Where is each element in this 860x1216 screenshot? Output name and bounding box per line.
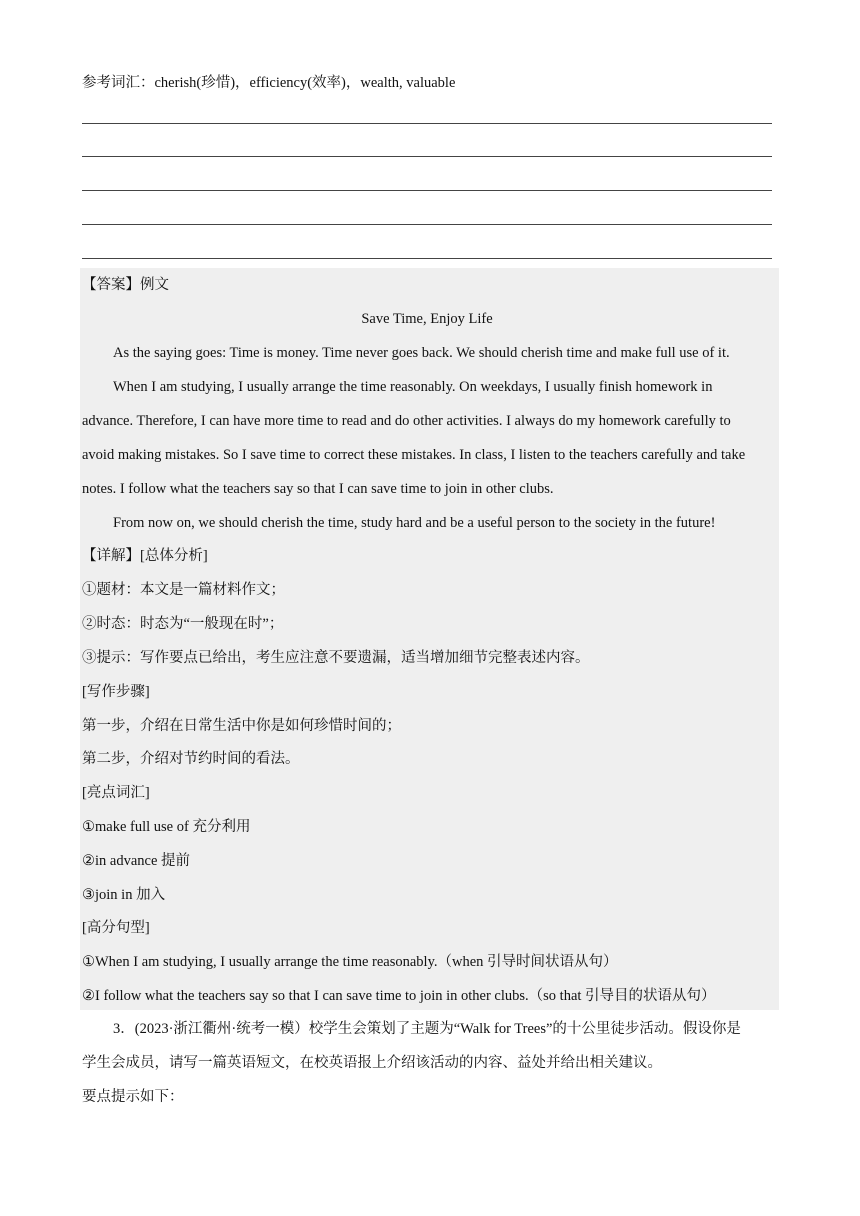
high-score-sentences-heading: [高分句型] <box>82 920 150 936</box>
analysis-item-1: ①题材：本文是一篇材料作文； <box>82 582 285 598</box>
analysis-item-3: ③提示：写作要点已给出，考生应注意不要遗漏，适当增加细节完整表述内容。 <box>82 650 590 666</box>
analysis-item-2: ②时态：时态为“一般现在时”； <box>82 616 284 632</box>
writing-step-1: 第一步，介绍在日常生活中你是如何珍惜时间的； <box>82 718 401 734</box>
highlight-vocab-2: ②in advance 提前 <box>82 853 191 869</box>
essay-paragraph-2-line-1: When I am studying, I usually arrange the time reasonably. On weekdays, I usually finish homework in <box>113 379 713 395</box>
question-3-line-2: 学生会成员，请写一篇英语短文，在校英语报上介绍该活动的内容、益处并给出相关建议。 <box>82 1055 662 1071</box>
writing-line-2 <box>82 156 772 157</box>
highlight-vocab-heading: [亮点词汇] <box>82 785 150 801</box>
writing-line-1 <box>82 123 772 124</box>
essay-title: Save Time, Enjoy Life <box>361 311 493 327</box>
essay-paragraph-3: From now on, we should cherish the time, study hard and be a useful person to the society in the future! <box>113 515 716 531</box>
highlight-vocab-1: ①make full use of 充分利用 <box>82 819 251 835</box>
writing-step-2: 第二步，介绍对节约时间的看法。 <box>82 751 300 767</box>
essay-paragraph-2-line-4: notes. I follow what the teachers say so that I can save time to join in other clubs. <box>82 481 554 497</box>
question-3-line-3: 要点提示如下： <box>82 1089 184 1105</box>
detail-heading: 【详解】[总体分析] <box>82 548 208 564</box>
writing-line-4 <box>82 224 772 225</box>
high-score-sentence-2: ②I follow what the teachers say so that I can save time to join in other clubs.（so that 引导目的状语从句） <box>82 988 716 1004</box>
high-score-sentence-1: ①When I am studying, I usually arrange the time reasonably.（when 引导时间状语从句） <box>82 954 618 970</box>
reference-vocabulary: 参考词汇：cherish(珍惜)，efficiency(效率)，wealth, valuable <box>82 75 456 91</box>
essay-paragraph-2-line-2: advance. Therefore, I can have more time to read and do other activities. I always do my homework carefully to <box>82 413 731 429</box>
highlight-vocab-3: ③join in 加入 <box>82 887 166 903</box>
answer-label: 【答案】例文 <box>82 277 169 293</box>
writing-line-3 <box>82 190 772 191</box>
essay-paragraph-2-line-3: avoid making mistakes. So I save time to correct these mistakes. In class, I listen to the teachers carefully and take <box>82 447 746 463</box>
essay-paragraph-1: As the saying goes: Time is money. Time never goes back. We should cherish time and make full use of it. <box>113 345 730 361</box>
writing-line-5 <box>82 258 772 259</box>
question-3-line-1: 3．(2023·浙江衢州·统考一模）校学生会策划了主题为“Walk for Trees”的十公里徒步活动。假设你是 <box>113 1021 741 1037</box>
writing-steps-heading: [写作步骤] <box>82 684 150 700</box>
